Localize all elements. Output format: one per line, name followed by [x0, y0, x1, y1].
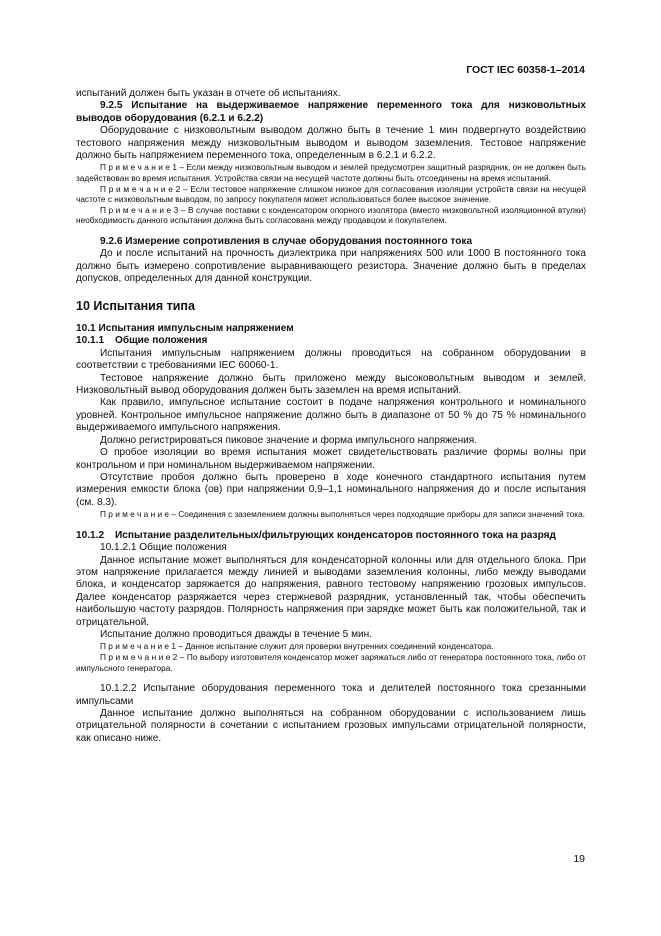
section-title-text: Общие положения — [115, 335, 208, 347]
section-10-1-title: 10.1 Испытания импульсным напряжением — [76, 323, 294, 335]
paragraph: Испытание должно проводиться дважды в течение 5 мин. — [100, 628, 373, 640]
note-label: П р и м е ч а н и е — [100, 162, 170, 173]
paragraph: Отсутствие пробоя должно быть проверено в ходе конечного стандартного испытания путем измерения емкости блока (ов) при напряжении 0,9–1,1 номинального напряжения до и после испытания (см. 8.3). — [76, 471, 586, 508]
note-text: 1 – Если между низковольтным выводом и землей предусмотрен защитный разрядник, он не должен быть задействован во время испытания. Устройства связи на несущей частоте должны быть отсоединены на время испытаний. — [76, 162, 586, 184]
note-label: П р и м е ч а н и е — [100, 509, 170, 520]
note-3 — [76, 205, 586, 226]
section-10-1-2-title — [76, 530, 586, 542]
note-text: 1 – Данное испытание служит для проверки внутренних соединений конденсатора. — [169, 641, 494, 652]
note-text: 2 – Если тестовое напряжение слишком низкое для согласования изоляции устройств связи на несущей частоте с низковольтным выводом, по запросу покупателя может использоваться более высокое значение. — [76, 183, 587, 205]
page-content — [76, 88, 586, 745]
continuation-paragraph: испытаний должен быть указан в отчете об испытаниях. — [76, 88, 341, 99]
note-label: П р и м е ч а н и е — [100, 204, 172, 215]
section-number: 10.1.1 — [76, 335, 105, 347]
paragraph: Должно регистрироваться пиковое значение и форма импульсного напряжения. — [100, 434, 478, 446]
paragraph: Испытания импульсным напряжением должны проводиться на собранном оборудовании в соответствии с требованиями IEC 60060-1. — [76, 347, 586, 372]
paragraph: Тестовое напряжение должно быть приложено между высоковольтным выводом и землей. Низковольтный вывод оборудования должен быть заземлен на время испытаний. — [76, 372, 586, 397]
section-9-2-5-text: Оборудование с низковольтным выводом должно быть в течение 1 мин подвергнуто воздействию тестового напряжения между низковольтным выводом и выводом заземления. Тестовое напряжение должно быть напряжением переменного тока, определенным в 6.2.1 и 6.2.2. — [76, 125, 586, 162]
paragraph: Как правило, импульсное испытание состоит в подаче напряжения контрольного и номинального уровней. Контрольное импульсное напряжение должно быть в диапазоне от 50 % до 75 % номинального выдерживаемого импульсного напряжения. — [76, 397, 586, 434]
paragraph: О пробое изоляции во время испытания может свидетельствовать различие формы волны при контрольном и при номинальном выдерживаемом напряжении. — [76, 447, 586, 471]
section-9-2-6-text: До и после испытаний на прочность диэлектрика при напряжениях 500 или 1000 В постоянного тока должно быть измерено сопротивление выравнивающего резистора. Значение должно быть в пределах допусков, определенных для данной конструкции. — [76, 248, 586, 285]
note-1 — [76, 641, 586, 652]
paragraph: Данное испытание должно выполняться на собранном оборудовании с использованием лишь отрицательной полярности в сочетании с испытанием грозовых импульсами отрицательной полярности, как описано ниже. — [76, 707, 586, 744]
section-10-1-1-title — [76, 335, 586, 347]
note-label: П р и м е ч а н и е — [100, 641, 170, 652]
note-text: 2 – По выбору изготовителя конденсатор может заряжаться либо от генератора постоянного тока, либо от импульсного генератора. — [76, 651, 586, 673]
paragraph: Данное испытание может выполняться для конденсаторной колонны или для отдельного блока. При этом напряжение прилагается между линией и выводами заземления колонны, либо между выводами блока, и конденсатор заряжается до напряжения, равного тестовому напряжению грозовых импульсов. Далее конденсатор разряжается через стержневой разрядник, установленный так, чтобы обеспечить наибольшую частоту разрядов. Полярность напряжения при зарядке может быть как положительной, так и отрицательной. — [76, 554, 586, 628]
note-label: П р и м е ч а н и е — [100, 651, 171, 662]
note-text: 3 – В случае поставки с конденсатором опорного изолятора (вместо низковольтной изоляционной втулки) необходимость данного испытания должна быть согласована между продавцом и покупателем. — [76, 204, 587, 226]
section-9-2-5-title: 9.2.5 Испытание на выдерживаемое напряжение переменного тока для низковольтных выводов оборудования (6.2.1 и 6.2.2) — [76, 100, 586, 124]
section-title-text: Испытание разделительных/фильтрующих конденсаторов постоянного тока на разряд — [115, 529, 556, 541]
section-10-1-2-2-title: 10.1.2.2 Испытание оборудования переменного тока и делителей постоянного тока срезанными импульсами — [76, 683, 586, 707]
section-10-heading: 10 Испытания типа — [76, 298, 195, 313]
note — [76, 509, 586, 520]
section-10-1-2-1-title: 10.1.2.1 Общие положения — [100, 542, 227, 554]
section-number: 10.1.2 — [76, 529, 105, 541]
page-number: 19 — [573, 853, 585, 865]
note-1 — [76, 162, 586, 183]
section-9-2-6-title: 9.2.6 Измерение сопротивления в случае оборудования постоянного тока — [100, 236, 473, 247]
note-text: – Соединения с заземлением должны выполняться через подходящие приборы для записи значений тока. — [169, 509, 586, 520]
note-label: П р и м е ч а н и е — [100, 183, 173, 194]
document-header: ГОСТ IEC 60358-1–2014 — [466, 64, 585, 76]
note-2 — [76, 184, 586, 205]
note-2 — [76, 652, 586, 673]
